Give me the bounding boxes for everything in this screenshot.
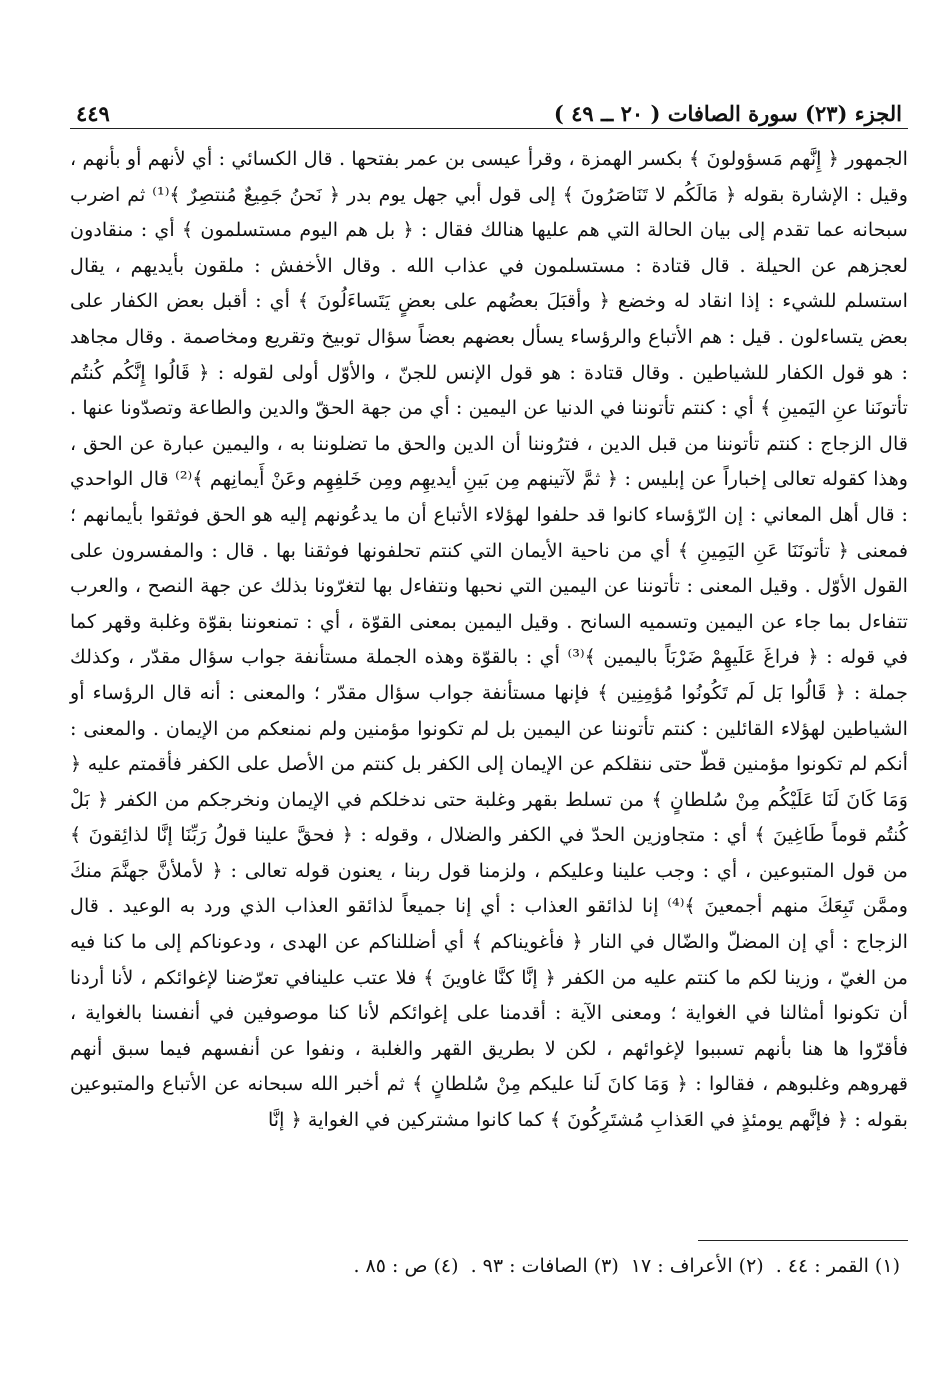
- footnote-rule: [698, 1240, 908, 1241]
- footnote-3: (٣) الصافات : ٩٣ .: [470, 1255, 619, 1277]
- page-number: ٤٤٩: [76, 101, 110, 126]
- paragraph: الجمهور ﴿ إِنَّهم مَسؤولونَ ﴾ بكسر الهمزة ، وقرأ عيسى بن عمر بفتحها . قال الكسائي : أي لأنهم أو بأنهم ، وقيل : الإشارة بقوله ﴿ مَالَكُم لا تَنَاصَرُونَ ﴾ إلى قول أبي جهل يوم بدر ﴿ نَحنُ جَمِيعٌ مُنتصِرٌ ﴾⁽¹⁾ ثم اضرب سبحانه عما تقدم إلى بيان الحالة التي هم عليها هنالك فقال : ﴿ بل هم اليوم مستسلمون ﴾ أي : منقادون لعجزهم عن الحيلة . قال قتادة : مستسلمون في عذاب الله . وقال الأخفش : ملقون بأيديهم ، يقال استسلم للشيء : إذا انقاد له وخضع ﴿ وأقبَلَ بعضُهم على بعضٍ يَتَساءَلُونَ ﴾ أي : أقبل بعض الكفار على بعض يتساءلون . قيل : هم الأتباع والرؤساء يسأل بعضهم بعضاً سؤال توبيخ وتقريع ومخاصمة . وقال مجاهد : هو قول الكفار للشياطين . وقال قتادة : هو قول الإنس للجنّ ، والأوّل أولى لقوله : ﴿ قَالُوا إِنَّكُم كُنتُم تأتونَنا عنِ اليَمينِ ﴾ أي : كنتم تأتوننا في الدنيا عن اليمين : أي من جهة الحقّ والدين والطاعة وتصدّونا عنها . قال الزجاج : كنتم تأتوننا من قبل الدين ، فترُوننا أن الدين والحق ما تضلوننا به ، واليمين عبارة عن الحق ، وهذا كقوله تعالى إخباراً عن إبليس : ﴿ ثمَّ لآتينهم مِن بَينِ أيديهِم ومِن خَلفِهِم وعَنْ أَيمانِهم ﴾⁽²⁾ قال الواحدي : قال أهل المعاني : إن الرّؤساء كانوا قد حلفوا لهؤلاء الأتباع أن ما يدعُونهم إليه هو الحق فوثقوا بأيمانهم ؛ فمعنى ﴿ تأتونَنَا عَنِ اليَمِينِ ﴾ أي من ناحية الأيمان التي كنتم تحلفونها فوثقنا بها . قال : والمفسرون على القول الأوّل . وقيل المعنى : تأتوننا عن اليمين التي نحبها ونتفاءل بها لتغرّونا بذلك عن جهة النصح ، والعرب تتفاءل بما جاء عن اليمين وتسميه السانح . وقيل اليمين بمعنى القوّة ، أي : تمنعوننا بقوّة وغلبة وقهر كما في قوله : ﴿ فراغَ عَلَيهِمْ ضَرْبَاً باليمين ﴾⁽³⁾ أي : بالقوّة وهذه الجملة مستأنفة جواب سؤال مقدّر ، وكذلك جملة : ﴿ قَالُوا بَل لَم تَكُونُوا مُؤمِنِين ﴾ فإنها مستأنفة جواب سؤال مقدّر ؛ والمعنى : أنه قال الرؤساء أو الشياطين لهؤلاء القائلين : كنتم تأتوننا عن اليمين بل لم تكونوا مؤمنين ولم نمنعكم من الإيمان . والمعنى : أنكم لم تكونوا مؤمنين قطّ حتى ننقلكم عن الإيمان إلى الكفر بل كنتم من الأصل على الكفر فأقمتم عليه ﴿ وَمَا كَانَ لَنَا عَلَيْكُم مِنْ سُلطانٍ ﴾ من تسلط بقهر وغلبة حتى ندخلكم في الإيمان ونخرجكم من الكفر ﴿ بَلْ كُنتُم قوماً طَاغِينَ ﴾ أي : متجاوزين الحدّ في الكفر والضلال ، وقوله : ﴿ فحقَّ علينا قولُ رَبِّنَا إنَّا لذائِقونَ ﴾ من قول المتبوعين ، أي : وجب علينا وعليكم ، ولزمنا قول ربنا ، يعنون قوله تعالى : ﴿ لأملأنَّ جهنَّمَ منكَ وممَّن تَبِعَكَ منهم أجمعينَ ﴾⁽⁴⁾ إنا لذائقو العذاب : أي إنا جميعاً لذائقو العذاب الذي ورد به الوعيد . قال الزجاج : أي إن المضلّ والضّال في النار ﴿ فأغويناكم ﴾ أي أضللناكم عن الهدى ، ودعوناكم إلى ما كنا فيه من الغيّ ، وزينا لكم ما كنتم عليه من الكفر ﴿ إنَّا كنَّا غاوينَ ﴾ فلا عتب علينافي تعرّضنا لإغوائكم ، لأنا أردنا أن تكونوا أمثالنا في الغواية ؛ ومعنى الآية : أقدمنا على إغوائكم لأنا كنا موصوفين في أنفسنا بالغواية ، فأقرّوا ها هنا بأنهم تسببوا لإغوائهم ، لكن لا بطريق القهر والغلبة ، ونفوا عن أنفسهم فيما سبق أنهم قهروهم وغلبوهم ، فقالوا : ﴿ وَمَا كانَ لَنا عليكم مِنْ سُلطانٍ ﴾ ثم أخبر الله سبحانه عن الأتباع والمتبوعين بقوله : ﴿ فإنَّهم يومئذٍ في العَذابِ مُشتَرِكُونَ ﴾ كما كانوا مشتركين في الغواية ﴿ إنَّا: [70, 147, 909, 1132]
- footnote-2: (٢) الأعراف : ١٧: [630, 1255, 764, 1277]
- running-header: [70, 92, 908, 126]
- header-rule: [70, 128, 908, 129]
- footnote-4: (٤) ص : ٨٥ .: [353, 1255, 459, 1277]
- footnotes: [70, 1250, 908, 1282]
- running-title: الجزء (٢٣) سورة الصافات ( ٢٠ ــ ٤٩ ): [553, 101, 902, 126]
- footnote-1: (١) القمر : ٤٤ .: [775, 1255, 900, 1277]
- page: [70, 92, 909, 1277]
- body-text: [70, 141, 908, 1138]
